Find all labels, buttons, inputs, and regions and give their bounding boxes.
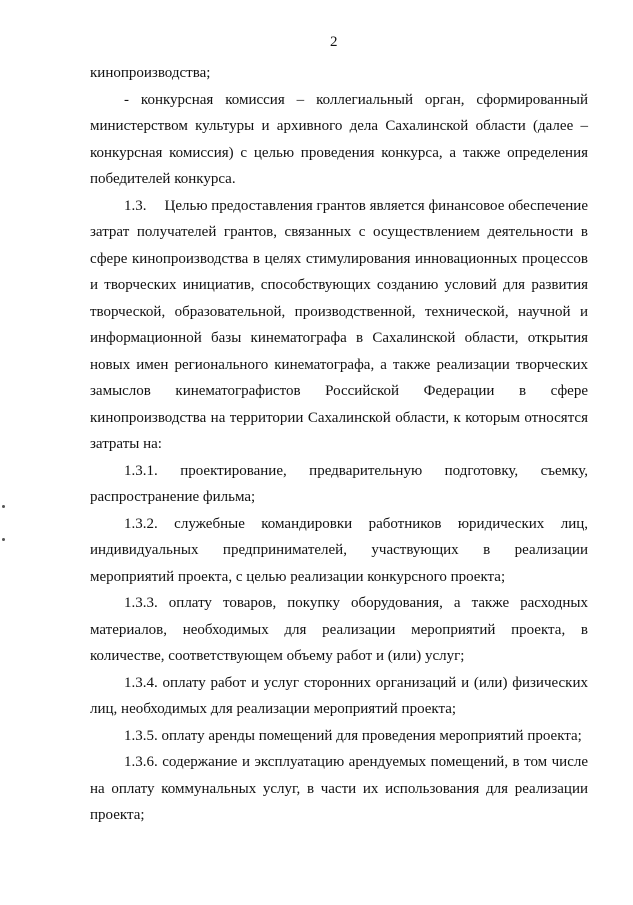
paragraph-number: 1.3. [124, 197, 147, 214]
document-body [90, 60, 588, 829]
scan-mark [2, 538, 5, 541]
paragraph: 1.3.1. проектирование, предварительную подготовку, съемку, распространение фильма; [90, 462, 588, 505]
page-number: 2 [330, 34, 338, 50]
paragraph: 1.3.4. оплату работ и услуг сторонних организаций и (или) физических лиц, необходимых для реализации мероприятий проекта; [90, 674, 588, 717]
paragraph: 1.3.6. содержание и эксплуатацию арендуемых помещений, в том числе на оплату коммунальных услуг, в части их использования для реализации проекта; [90, 754, 588, 823]
paragraph: 1.3.5. оплату аренды помещений для проведения мероприятий проекта; [124, 727, 582, 744]
paragraph: - конкурсная комиссия – коллегиальный орган, сформированный министерством культуры и архивного дела Сахалинской области (далее – конкурсная комиссия) с целью проведения конкурса, а также определения победителей конкурса. [90, 91, 588, 187]
paragraph: кинопроизводства; [90, 65, 211, 81]
paragraph: 1.3.3. оплату товаров, покупку оборудования, а также расходных материалов, необходимых для реализации мероприятий проекта, в количестве, соответствующем объему работ и (или) услуг; [90, 595, 588, 664]
paragraph [90, 193, 588, 458]
scan-mark [2, 505, 5, 508]
paragraph-text: Целью предоставления грантов является финансовое обеспечение затрат получателей грантов, связанных с осуществлением деятельности в сфере кинопроизводства в целях стимулирования инновационных процессов и творческих инициатив, способствующих созданию условий для развития творческой, образовательной, производственной, технической, научной и информационной базы кинематографа в Сахалинской области, открытия новых имен регионального кинематографа, а также реализации творческих замыслов кинематографистов Российской Федерации в сфере кинопроизводства на территории Сахалинской области, к которым относятся затраты на: [90, 197, 588, 452]
paragraph: 1.3.2. служебные командировки работников юридических лиц, индивидуальных предпринимателей, участвующих в реализации мероприятий проекта, с целью реализации конкурсного проекта; [90, 515, 588, 585]
